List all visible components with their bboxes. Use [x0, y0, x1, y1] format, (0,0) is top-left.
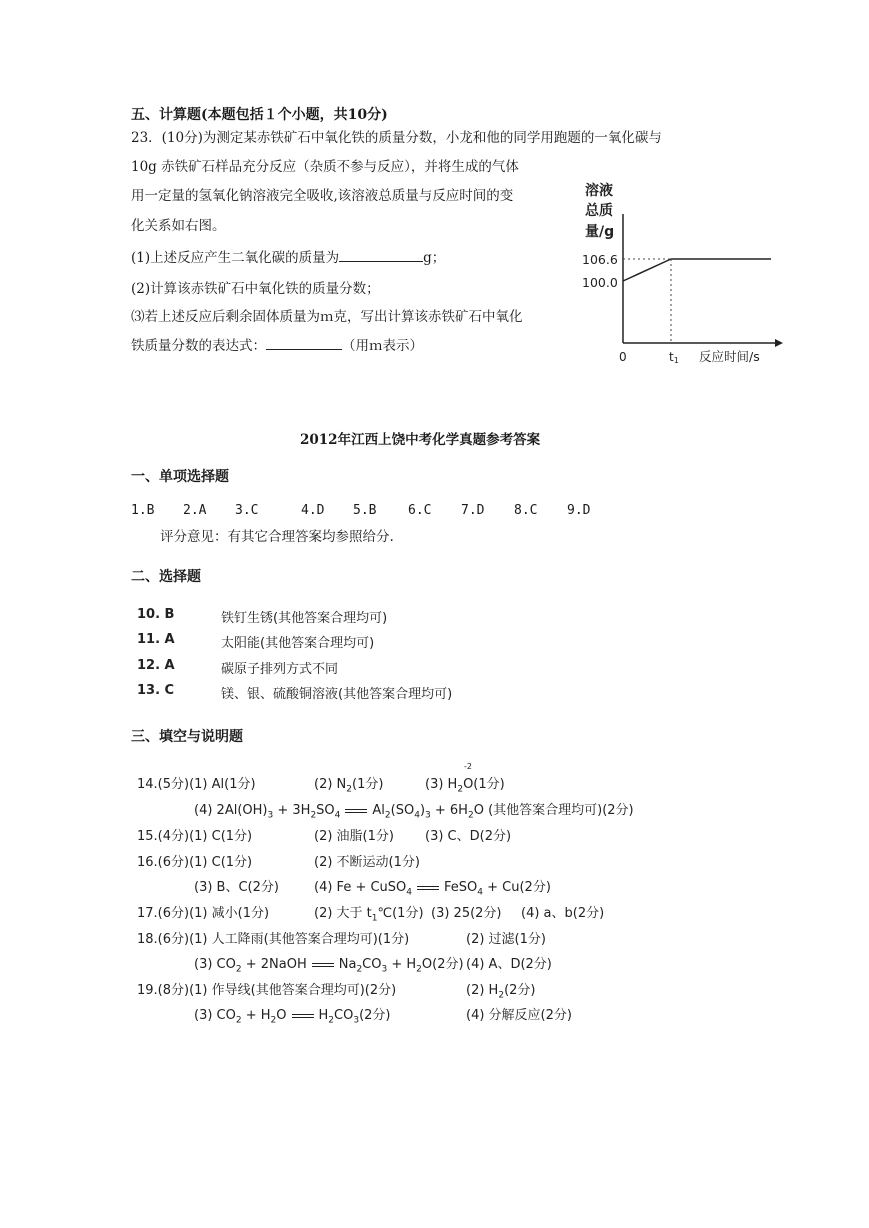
q17-answer-3: (3) 25(2分) [431, 906, 502, 921]
q18-answer-3: (3) $CO_2$ + 2NaOH $Na_2CO_3 + H_2O(2$分) [194, 957, 464, 975]
q18-answer-4: (4) A、D(2分) [466, 957, 552, 972]
section-1-title: 一、单项选择题 [131, 469, 229, 485]
graph-origin: 0 [619, 350, 627, 364]
graph-ylabel-1: 溶液 [585, 183, 613, 199]
graph-x-tick: t1 [669, 350, 679, 365]
q18-answer-2: (2) 过滤(1分) [466, 932, 546, 947]
q17-answer-4: (4) a、b(2分) [521, 906, 605, 921]
q17-answer-2: (2) 大于 $t_1℃(1$分) [314, 906, 424, 924]
mc-answer: 2.A [183, 503, 207, 518]
q15-answer-3: (3) C、D(2分) [425, 829, 512, 844]
q18-answer-1: 18.(6分)(1) 人工降雨(其他答案合理均可)(1分) [137, 932, 410, 947]
mc-answer: 8.C [514, 503, 538, 518]
sec2-row-num: 10. B [137, 607, 175, 622]
mc-answer: 6.C [408, 503, 432, 518]
sec2-row-text: 碳原子排列方式不同 [221, 662, 339, 677]
sec2-row-num: 11. A [137, 632, 175, 647]
graph-xlabel: 反应时间/s [699, 349, 760, 364]
q23-part-2: (2)计算该赤铁矿石中氧化铁的质量分数； [131, 281, 380, 297]
q19-answer-2: (2) $H_2(2$分) [466, 983, 536, 1001]
mc-answer: 9.D [567, 503, 591, 518]
q14-answer-2: (2) $N_2(1$分) [314, 777, 384, 795]
mc-answer: 1.B [131, 503, 155, 518]
q16-answer-1: 16.(6分)(1) C(1分) [137, 855, 253, 870]
q23-part-3-note: （用ｍ表示） [342, 338, 423, 354]
q23-line-1: 23．(10分)为测定某赤铁矿石中氧化铁的质量分数，小龙和他的同学用跑题的一氧化碳与 [131, 130, 662, 146]
graph-y-tick-high: 106.6 [582, 252, 618, 267]
mc-answers [131, 503, 590, 518]
q19-answer-1: 19.(8分)(1) 作导线(其他答案合理均可)(2分) [137, 983, 397, 998]
q19-answer-3: (3) $CO_2 + H_2O$ $H_2CO_3(2$分) [194, 1008, 391, 1026]
q23-line-3: 用一定量的氢氧化钠溶液完全吸收,该溶液总质量与反应时间的变 [131, 188, 514, 204]
q17-answer-1: 17.(6分)(1) 减小(1分) [137, 906, 270, 921]
q16-answer-3: (3) B、C(2分) [194, 880, 279, 895]
q15-answer-2: (2) 油脂(1分) [314, 829, 394, 844]
q23-part-3-cont [131, 334, 423, 354]
equals-sign-icon [345, 809, 367, 813]
q23-line-2: 10g 赤铁矿石样品充分反应（杂质不参与反应），并将生成的气体 [131, 159, 519, 175]
q23-part-1 [131, 246, 445, 266]
sec2-row-text: 镁、银、硫酸铜溶液(其他答案合理均可) [221, 687, 453, 702]
q23-part-1-text: (1)上述反应产生二氧化碳的质量为 [131, 250, 340, 266]
graph-y-tick-low: 100.0 [582, 275, 618, 290]
q14-answer-3: (3) $H_2O(1$分) [425, 777, 505, 795]
q14-answer-4: (4) $2Al(OH)_3 + 3H_2SO_4$ $Al_2(SO_4)_3 + 6H_2O$ (其他答案合理均可)(2分) [194, 803, 634, 821]
q19-answer-4: (4) 分解反应(2分) [466, 1008, 572, 1023]
equals-sign-icon [312, 963, 334, 967]
graph-ylabel-3: 量/g [585, 224, 615, 240]
q15-answer-1: 15.(4分)(1) C(1分) [137, 829, 253, 844]
sec2-row-text: 铁钉生锈(其他答案合理均可) [221, 611, 388, 626]
answer-blank-2[interactable] [266, 335, 342, 350]
section-2-title: 二、选择题 [131, 569, 201, 585]
q16-answer-2: (2) 不断运动(1分) [314, 855, 420, 870]
q16-answer-4: (4) Fe + CuSO$_4$ FeSO$_4$ + Cu(2分) [314, 880, 551, 898]
q23-line-4: 化关系如右图。 [131, 218, 226, 234]
mc-answer: 4.D [301, 503, 325, 518]
x-axis-arrow-icon [775, 339, 783, 347]
mc-answer: 5.B [353, 503, 377, 518]
answers-title: 2012年江西上饶中考化学真题参考答案 [300, 432, 541, 448]
q23-part-1-unit: g； [423, 250, 446, 266]
q14-answer-1: 14.(5分)(1) Al(1分) [137, 777, 256, 792]
equals-sign-icon [417, 886, 439, 890]
q23-part-3-expr-label: 铁质量分数的表达式： [131, 338, 266, 354]
mc-answer: 7.D [461, 503, 485, 518]
mass-time-graph [575, 178, 790, 368]
mc-grading-note: 评分意见：有其它合理答案均参照给分. [160, 529, 394, 545]
graph-ylabel-2: 总质 [585, 203, 613, 219]
section-5-title: 五、计算题(本题包括１个小题，共10分) [131, 107, 388, 123]
q23-part-3: ⑶若上述反应后剩余固体质量为ｍ克，写出计算该赤铁矿石中氧化 [131, 309, 523, 325]
equals-sign-icon [292, 1014, 314, 1018]
sec2-row-num: 13. C [137, 683, 175, 698]
mc-answer: 3.C [235, 503, 259, 518]
answer-blank-1[interactable] [339, 247, 423, 262]
graph-rising-segment [623, 259, 671, 281]
section-3-title: 三、填空与说明题 [131, 729, 243, 745]
sec2-row-num: 12. A [137, 658, 175, 673]
sec2-row-text: 太阳能(其他答案合理均可) [221, 636, 375, 651]
q14-oxidation-state: -2 [464, 762, 472, 771]
